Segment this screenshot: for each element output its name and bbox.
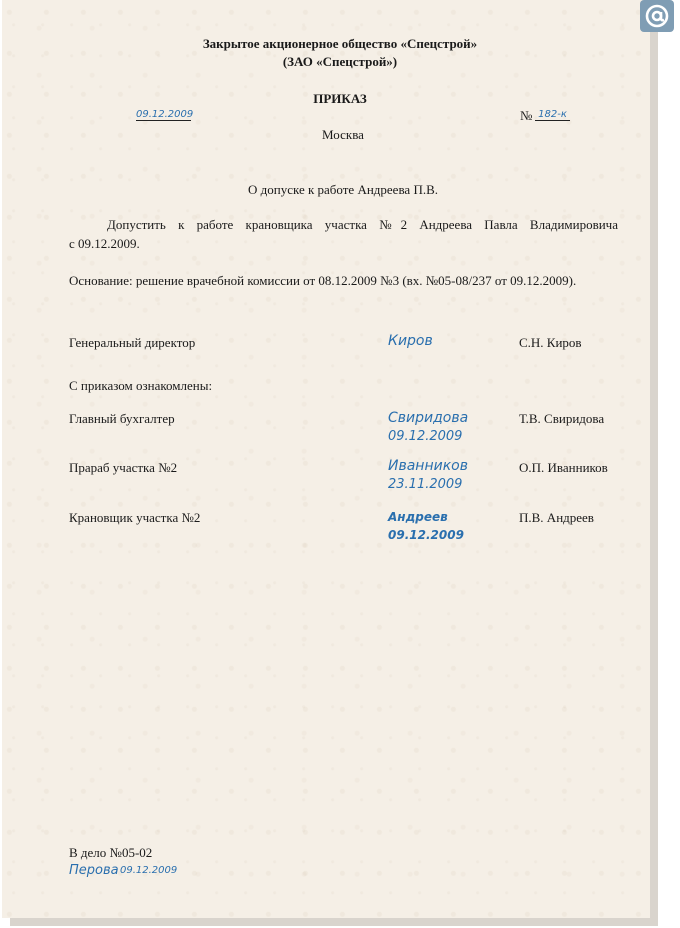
acquainted-name: П.В. Андреев: [519, 510, 594, 525]
director-name: С.Н. Киров: [519, 335, 582, 350]
director-position: Генеральный директор: [69, 335, 196, 350]
acquainted-position: Крановщик участка №2: [69, 510, 201, 525]
director-signature: Киров: [388, 333, 433, 349]
acquainted-label: С приказом ознакомлены:: [69, 378, 213, 393]
acquainted-name: Т.В. Свиридова: [519, 411, 605, 426]
acquainted-name: О.П. Иванников: [519, 460, 608, 475]
page-shadow-bottom: [10, 918, 658, 926]
file-note: В дело №05-02: [69, 845, 153, 860]
acquainted-signature: Свиридова: [388, 410, 469, 426]
at-sign-icon[interactable]: [640, 0, 674, 32]
document-type: ПРИКАЗ: [313, 91, 367, 106]
acquainted-date: 23.11.2009: [388, 477, 463, 492]
order-body-line-2: с 09.12.2009.: [69, 236, 140, 251]
page-shadow-right: [650, 8, 658, 926]
order-subject: О допуске к работе Андреева П.В.: [247, 182, 439, 197]
order-basis: Основание: решение врачебной комиссии от 08.12.2009 №3 (вх. №05-08/237 от 09.12.2009).: [69, 273, 577, 288]
file-date: 09.12.2009: [120, 865, 178, 876]
file-signature: Перова: [69, 863, 119, 878]
acquainted-date: 09.12.2009: [388, 528, 464, 542]
acquainted-signature: Иванников: [388, 458, 468, 474]
org-short-name: (ЗАО «Спецстрой»): [282, 54, 398, 69]
acquainted-date: 09.12.2009: [388, 429, 463, 444]
acquainted-position: Главный бухгалтер: [69, 411, 175, 426]
acquainted-position: Прараб участка №2: [69, 460, 178, 475]
order-date: 09.12.2009: [136, 109, 194, 120]
order-body-line-1: Допустить к работе крановщика участка №2 Андреева Павла Владимировича: [107, 217, 618, 232]
city: Москва: [322, 127, 364, 142]
number-label: №: [520, 108, 533, 123]
order-number: 182-к: [535, 109, 570, 121]
org-name: Закрытое акционерное общество «Спецстрой»: [202, 36, 478, 51]
acquainted-signature: Андреев: [388, 510, 448, 524]
